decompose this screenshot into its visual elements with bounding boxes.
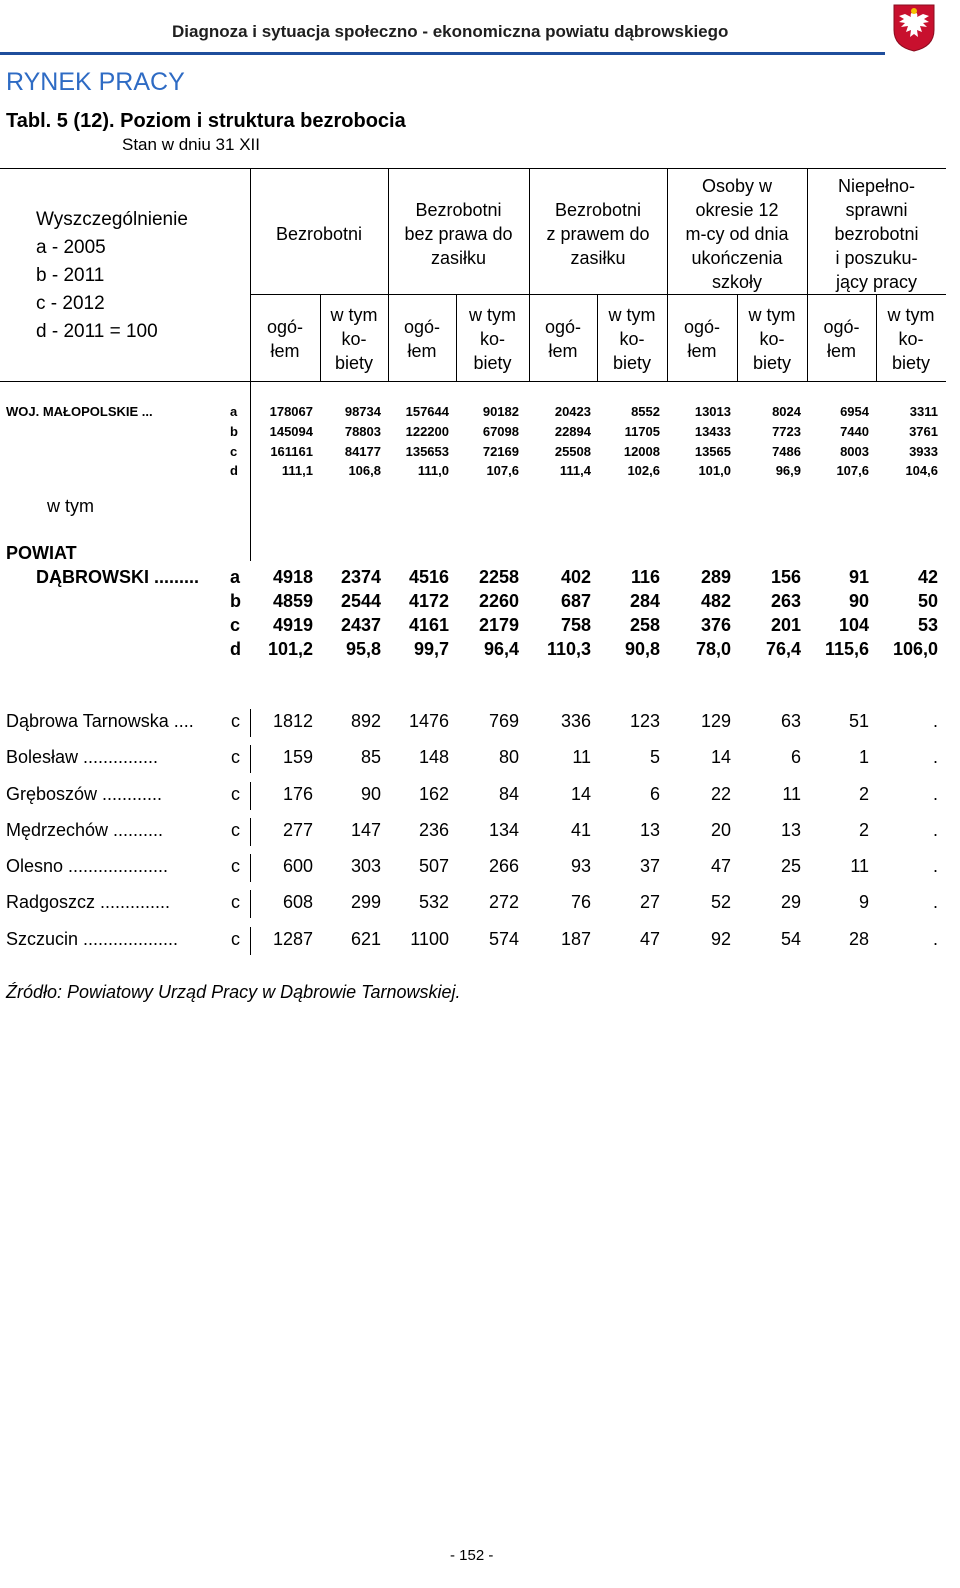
table-cell: 507 — [418, 856, 449, 876]
source-note: Źródło: Powiatowy Urząd Pracy w Dąbrowie Tarnowskiej. — [6, 982, 461, 1002]
row-letter: c — [231, 711, 240, 731]
table-cell: 272 — [488, 892, 519, 912]
table-cell: 115,6 — [824, 639, 869, 659]
table-cell: . — [932, 892, 938, 912]
document-header-title: Diagnoza i sytuacja społeczno - ekonomiczna powiatu dąbrowskiego — [172, 22, 729, 41]
table-cell: 4918 — [272, 567, 313, 587]
table-cell: . — [932, 929, 938, 949]
table-cell: 7723 — [772, 424, 801, 439]
body-col-divider — [250, 927, 251, 955]
table-cell: 90 — [848, 591, 869, 611]
woj-row-label: WOJ. MAŁOPOLSKIE ... — [6, 404, 153, 419]
table-cell: 20423 — [554, 404, 591, 419]
table-cell: 148 — [418, 747, 449, 767]
table-cell: 532 — [418, 892, 449, 912]
row-letter: c — [231, 820, 240, 840]
table-cell: 187 — [560, 929, 591, 949]
table-cell: 78,0 — [695, 639, 731, 659]
table-cell: 98734 — [344, 404, 381, 419]
table-cell: 2179 — [478, 615, 519, 635]
subheader-women: w tym ko- biety — [469, 305, 516, 373]
table-cell: 608 — [282, 892, 313, 912]
table-cell: 2260 — [478, 591, 519, 611]
row-letter: c — [231, 892, 240, 912]
table-cell: 95,8 — [345, 639, 381, 659]
table-cell: 14 — [570, 784, 591, 804]
column-group-header-1: Bezrobotni — [275, 224, 363, 244]
table-cell: 8024 — [772, 404, 801, 419]
table-cell: 7440 — [840, 424, 869, 439]
table-cell: 8552 — [631, 404, 660, 419]
table-cell: 72169 — [482, 444, 519, 459]
table-cell: 2 — [858, 820, 869, 840]
table-cell: 28 — [848, 929, 869, 949]
subheader-rule — [250, 294, 946, 295]
table-cell: 47 — [710, 856, 731, 876]
row-letter: b — [230, 591, 241, 611]
table-top-rule — [0, 168, 946, 169]
table-cell: 14 — [710, 747, 731, 767]
stub-label: Wyszczególnienie — [36, 209, 188, 230]
table-title: Tabl. 5 (12). Poziom i struktura bezrobocia — [6, 110, 406, 132]
table-cell: 99,7 — [413, 639, 449, 659]
table-cell: 78803 — [344, 424, 381, 439]
subheader-women: w tym ko- biety — [748, 305, 796, 373]
column-group-header-3: Bezrobotni z prawem do zasiłku — [546, 200, 650, 268]
commune-name: Mędrzechów .......... — [6, 820, 164, 840]
table-cell: 263 — [770, 591, 801, 611]
table-cell: 13565 — [694, 444, 731, 459]
table-cell: 1100 — [410, 929, 449, 949]
table-cell: 147 — [350, 820, 381, 840]
table-subtitle: Stan w dniu 31 XII — [122, 135, 260, 154]
table-cell: 178067 — [269, 404, 313, 419]
table-cell: 201 — [770, 615, 801, 635]
table-cell: 6 — [790, 747, 801, 767]
table-cell: 104 — [838, 615, 869, 635]
table-cell: 162 — [418, 784, 449, 804]
table-cell: 111,4 — [559, 463, 591, 478]
table-cell: 4161 — [408, 615, 449, 635]
table-cell: 102,6 — [627, 463, 660, 478]
table-cell: 63 — [780, 711, 801, 731]
body-col-divider — [250, 709, 251, 737]
table-cell: 574 — [488, 929, 519, 949]
body-col-divider — [250, 745, 251, 773]
table-cell: 84177 — [344, 444, 381, 459]
stub-year-a: a - 2005 — [36, 237, 106, 258]
table-cell: 277 — [282, 820, 313, 840]
table-cell: 600 — [282, 856, 313, 876]
table-cell: 107,6 — [836, 463, 869, 478]
table-cell: 135653 — [405, 444, 449, 459]
table-cell: 4172 — [408, 591, 449, 611]
table-cell: 11 — [782, 784, 801, 804]
table-cell: 13433 — [694, 424, 731, 439]
header-rule — [0, 52, 885, 55]
table-cell: 91 — [848, 567, 869, 587]
column-group-header-4: Osoby w okresie 12 m-cy od dnia ukończenia szkoły — [685, 176, 789, 292]
table-cell: 266 — [488, 856, 519, 876]
table-cell: 376 — [700, 615, 731, 635]
table-cell: 299 — [350, 892, 381, 912]
body-col-divider — [250, 890, 251, 918]
commune-name: Gręboszów ............ — [6, 784, 163, 804]
table-cell: 11705 — [624, 424, 660, 439]
table-cell: 84 — [498, 784, 519, 804]
row-letter: c — [231, 929, 240, 949]
table-cell: 104,6 — [905, 463, 938, 478]
column-group-header-2: Bezrobotni bez prawa do zasiłku — [404, 200, 513, 268]
body-col-divider — [250, 854, 251, 882]
table-cell: 1476 — [408, 711, 449, 731]
table-cell: 93 — [570, 856, 591, 876]
table-cell: 6954 — [840, 404, 869, 419]
subheader-total: ogó- łem — [544, 317, 582, 361]
table-cell: 54 — [780, 929, 801, 949]
table-cell: 20 — [710, 820, 731, 840]
table-cell: 106,0 — [892, 639, 938, 659]
table-cell: 2544 — [340, 591, 381, 611]
table-cell: 116 — [630, 567, 660, 587]
row-letter: c — [231, 747, 240, 767]
table-cell: 22 — [710, 784, 731, 804]
table-cell: 27 — [639, 892, 660, 912]
table-cell: 303 — [350, 856, 381, 876]
page-number: - 152 - — [450, 1547, 494, 1564]
subheader-total: ogó- łem — [266, 317, 304, 361]
table-cell: 25 — [780, 856, 801, 876]
table-cell: 402 — [560, 567, 591, 587]
table-cell: 159 — [282, 747, 313, 767]
row-letter: a — [230, 567, 241, 587]
table-cell: 336 — [560, 711, 591, 731]
table-cell: 96,9 — [775, 463, 801, 478]
table-cell: 687 — [560, 591, 591, 611]
table-cell: 4516 — [408, 567, 449, 587]
table-cell: 85 — [360, 747, 381, 767]
row-letter: a — [230, 404, 238, 419]
stub-year-c: c - 2012 — [36, 293, 105, 314]
table-cell: 11 — [572, 747, 591, 767]
commune-name: Szczucin ................... — [6, 929, 179, 949]
table-cell: 53 — [917, 615, 938, 635]
subheader-total: ogó- łem — [403, 317, 441, 361]
table-cell: 1287 — [272, 929, 313, 949]
row-letter: c — [231, 784, 240, 804]
table-cell: 3933 — [909, 444, 938, 459]
table-cell: 758 — [560, 615, 591, 635]
table-cell: 482 — [700, 591, 731, 611]
body-col-divider — [250, 818, 251, 846]
powiat-label-line2: DĄBROWSKI ......... — [36, 567, 200, 587]
table-cell: . — [932, 856, 938, 876]
stub-header — [36, 206, 188, 346]
subheader-women: w tym ko- biety — [330, 305, 378, 373]
column-group-header-5: Niepełno- sprawni bezrobotni i poszuku- jący pracy — [834, 176, 919, 292]
powiat-label-line1: POWIAT — [6, 543, 77, 563]
table-cell: 47 — [639, 929, 660, 949]
table-cell: 284 — [629, 591, 660, 611]
subheader-women: w tym ko- biety — [608, 305, 656, 373]
table-cell: 3311 — [909, 404, 938, 419]
table-cell: 2437 — [340, 615, 381, 635]
table-cell: 5 — [649, 747, 660, 767]
table-cell: 145094 — [269, 424, 313, 439]
table-cell: 892 — [350, 711, 381, 731]
table-cell: 101,2 — [267, 639, 313, 659]
table-cell: 289 — [700, 567, 731, 587]
table-cell: 2258 — [478, 567, 519, 587]
table-cell: 80 — [498, 747, 519, 767]
table-cell: 111,0 — [417, 463, 449, 478]
table-cell: 156 — [770, 567, 801, 587]
table-cell: 4919 — [272, 615, 313, 635]
w-tym-label: w tym — [47, 496, 94, 516]
table-cell: 4859 — [272, 591, 313, 611]
table-cell: 11 — [850, 856, 869, 876]
table-cell: 1 — [858, 747, 869, 767]
table-cell: 13013 — [694, 404, 731, 419]
row-letter: b — [230, 424, 238, 439]
table-cell: 13 — [780, 820, 801, 840]
table-cell: 621 — [350, 929, 381, 949]
table-cell: 90182 — [482, 404, 519, 419]
table-cell: 22894 — [554, 424, 591, 439]
table-cell: 37 — [639, 856, 660, 876]
table-cell: 2374 — [340, 567, 381, 587]
table-cell: 161161 — [270, 444, 313, 459]
table-cell: 42 — [917, 567, 938, 587]
table-cell: 106,8 — [348, 463, 381, 478]
table-cell: 101,0 — [698, 463, 731, 478]
table-header-rule — [0, 381, 946, 382]
table-cell: . — [932, 820, 938, 840]
table-cell: 236 — [418, 820, 449, 840]
row-letter: d — [230, 463, 238, 478]
table-cell: 1812 — [272, 711, 313, 731]
commune-name: Radgoszcz .............. — [6, 892, 171, 912]
table-cell: 176 — [282, 784, 313, 804]
commune-name: Dąbrowa Tarnowska .... — [6, 711, 194, 731]
stub-index-d: d - 2011 = 100 — [36, 321, 158, 342]
table-cell: 50 — [917, 591, 938, 611]
table-cell: 258 — [629, 615, 660, 635]
table-cell: 67098 — [482, 424, 519, 439]
table-cell: 157644 — [405, 404, 449, 419]
commune-name: Bolesław ............... — [6, 747, 159, 767]
table-cell: . — [932, 747, 938, 767]
section-title: RYNEK PRACY — [6, 68, 185, 96]
subheader-total: ogó- łem — [823, 317, 860, 361]
row-letter: c — [230, 615, 241, 635]
commune-name: Olesno .................... — [6, 856, 169, 876]
table-cell: 123 — [629, 711, 660, 731]
row-letter: c — [231, 856, 240, 876]
table-cell: 7486 — [772, 444, 801, 459]
table-cell: 90,8 — [624, 639, 660, 659]
table-cell: 3761 — [909, 424, 938, 439]
table-cell: 6 — [649, 784, 660, 804]
table-cell: 9 — [858, 892, 869, 912]
row-letter: d — [230, 639, 241, 659]
subheader-total: ogó- łem — [683, 317, 721, 361]
row-letter: c — [230, 444, 238, 459]
table-cell: 107,6 — [486, 463, 519, 478]
table-cell: 129 — [700, 711, 731, 731]
table-cell: . — [932, 711, 938, 731]
table-cell: 12008 — [623, 444, 660, 459]
table-cell: 90 — [360, 784, 381, 804]
table-cell: 51 — [848, 711, 869, 731]
table-cell: 8003 — [840, 444, 869, 459]
table-cell: . — [932, 784, 938, 804]
table-cell: 76 — [570, 892, 591, 912]
eagle-crest-icon — [891, 2, 937, 52]
table-cell: 13 — [639, 820, 660, 840]
table-cell: 2 — [858, 784, 869, 804]
body-col-divider — [250, 381, 251, 561]
table-cell: 111,1 — [281, 463, 313, 478]
table-cell: 769 — [488, 711, 519, 731]
table-cell: 110,3 — [546, 639, 591, 659]
table-cell: 96,4 — [483, 639, 519, 659]
table-cell: 134 — [488, 820, 519, 840]
table-cell: 52 — [710, 892, 731, 912]
body-col-divider — [250, 782, 251, 810]
table-cell: 25508 — [554, 444, 591, 459]
table-cell: 29 — [780, 892, 801, 912]
stub-year-b: b - 2011 — [36, 265, 105, 286]
table-cell: 92 — [710, 929, 731, 949]
table-cell: 41 — [570, 820, 591, 840]
subheader-women: w tym ko- biety — [887, 305, 935, 373]
table-cell: 76,4 — [765, 639, 801, 659]
table-cell: 122200 — [405, 424, 449, 439]
